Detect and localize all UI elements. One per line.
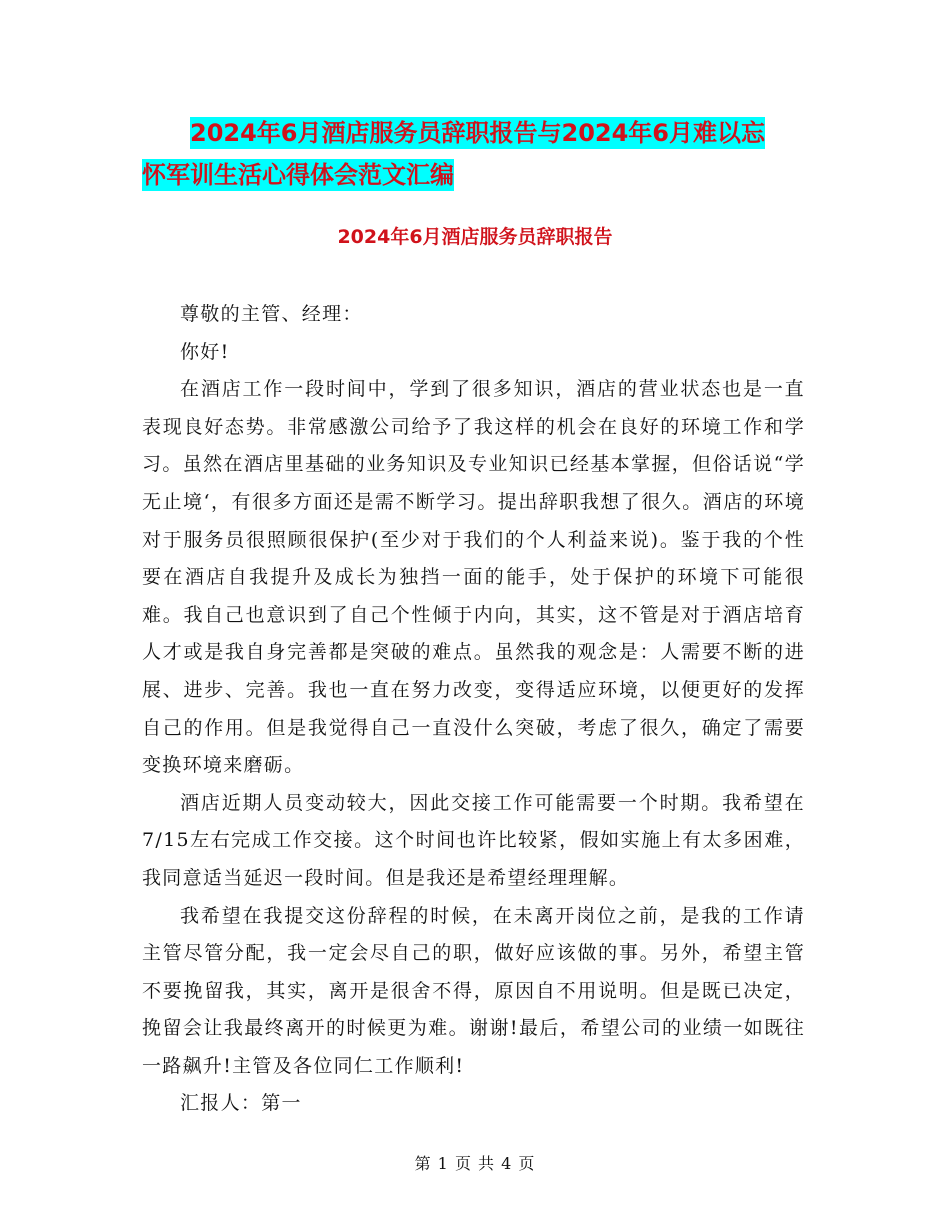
document-body	[142, 296, 805, 1123]
section-title: 2024年6月酒店服务员辞职报告	[337, 226, 613, 248]
body-paragraph: 在酒店工作一段时间中，学到了很多知识，酒店的营业状态也是一直表现良好态势。非常感激公司给予了我这样的机会在良好的环境工作和学习。虽然在酒店里基础的业务知识及专业知识已经基本掌握，但俗话说“学无止境‘，有很多方面还是需不断学习。提出辞职我想了很久。酒店的环境对于服务员很照顾很保护(至少对于我们的个人利益来说)。鉴于我的个性要在酒店自我提升及成长为独挡一面的能手，处于保护的环境下可能很难。我自己也意识到了自己个性倾于内向，其实，这不管是对于酒店培育人才或是我自身完善都是突破的难点。虽然我的观念是：人需要不断的进展、进步、完善。我也一直在努力改变，变得适应环境，以便更好的发挥自己的作用。但是我觉得自己一直没什么突破，考虑了很久，确定了需要变换环境来磨砺。	[142, 378, 805, 777]
document-title-line-2: 怀军训生活心得体会范文汇编	[142, 161, 454, 189]
salutation: 尊敬的主管、经理：	[180, 303, 363, 325]
body-paragraph: 我希望在我提交这份辞程的时候，在未离开岗位之前，是我的工作请主管尽管分配，我一定会尽自己的职，做好应该做的事。另外，希望主管不要挽留我，其实，离开是很舍不得，原因自不用说明。但是既已决定，挽留会让我最终离开的时候更为难。谢谢!最后，希望公司的业绩一如既往一路飙升!主管及各位同仁工作顺利!	[142, 904, 805, 1077]
document-title	[142, 112, 822, 196]
page-footer: 第 1 页 共 4 页	[414, 1154, 536, 1173]
greeting: 你好!	[180, 340, 230, 363]
document-title-line-1: 2024年6月酒店服务员辞职报告与2024年6月难以忘	[190, 119, 765, 147]
body-paragraph: 酒店近期人员变动较大，因此交接工作可能需要一个时期。我希望在7/15左右完成工作交接。这个时间也许比较紧，假如实施上有太多困难，我同意适当延迟一段时间。但是我还是希望经理理解。	[142, 791, 805, 889]
signature-line: 汇报人：第一	[180, 1092, 302, 1115]
